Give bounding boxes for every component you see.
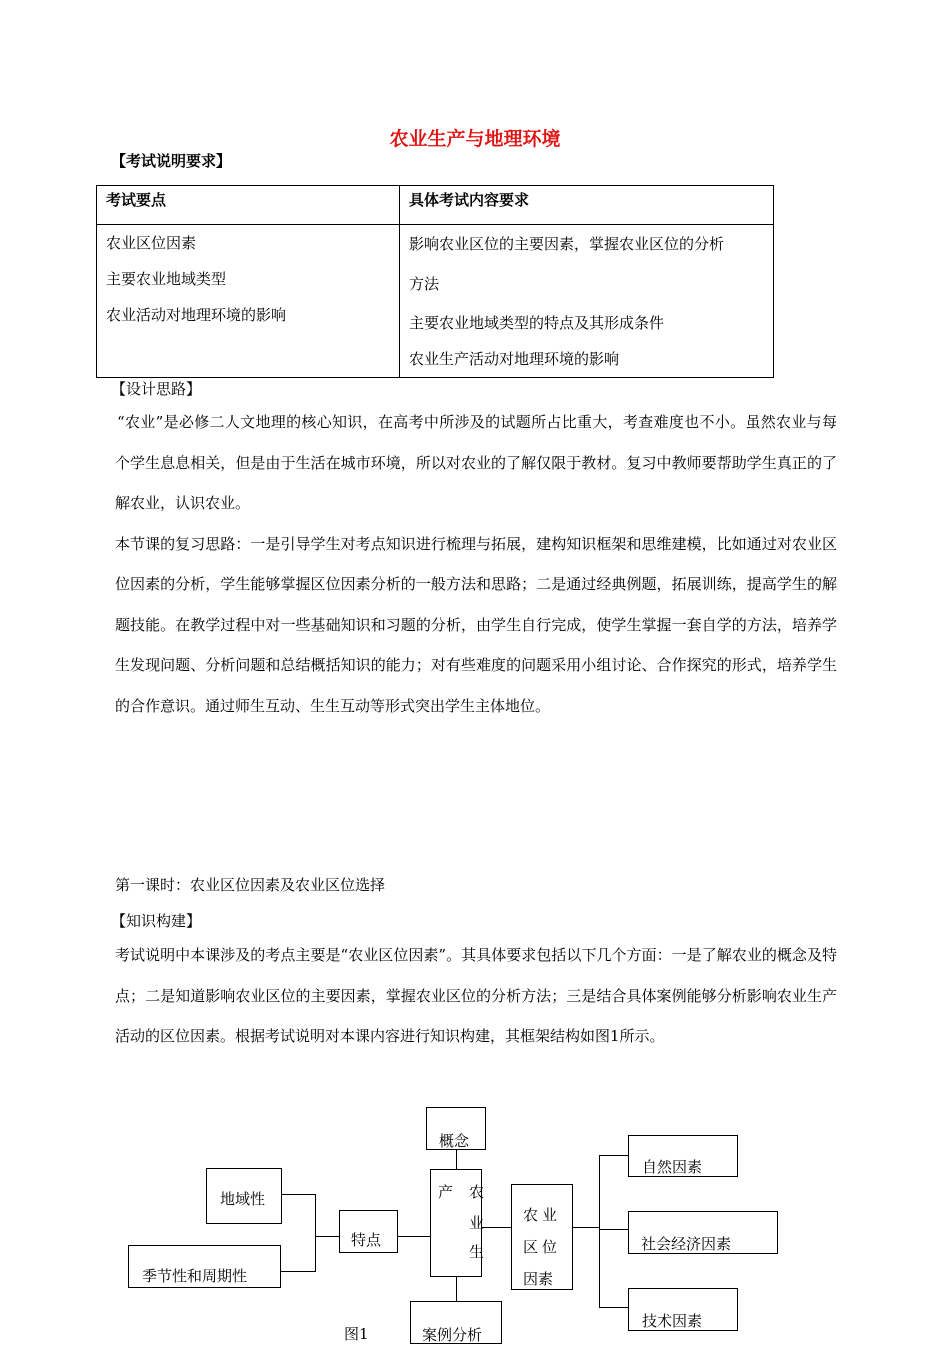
exam-heading: 【考试说明要求】 (111, 152, 232, 170)
socio-economic-box: 社会经济因素 (628, 1211, 778, 1254)
col2-item: 方法 (409, 275, 440, 293)
production-char: 产 (438, 1183, 454, 1201)
features-box: 特点 (339, 1210, 398, 1253)
col2-item: 农业生产活动对地理环境的影响 (409, 350, 620, 368)
col2-header: 具体考试内容要求 (400, 186, 774, 225)
regional-box: 地域性 (206, 1168, 282, 1224)
design-heading: 【设计思路】 (111, 380, 202, 398)
production-box (430, 1169, 485, 1277)
figure-caption: 图1 (344, 1325, 369, 1343)
natural-factors-box: 自然因素 (628, 1135, 738, 1177)
seasonal-box: 季节性和周期性 (128, 1245, 281, 1288)
location-line: 因素 (523, 1270, 554, 1288)
col1-item: 农业活动对地理环境的影响 (106, 306, 287, 324)
case-analysis-box: 案例分析 (410, 1301, 502, 1344)
col1-header: 考试要点 (97, 186, 400, 225)
col2-item: 主要农业地域类型的特点及其形成条件 (409, 314, 665, 332)
col1-item: 农业区位因素 (106, 234, 197, 252)
production-char: 农 (469, 1183, 485, 1201)
col2-item: 影响农业区位的主要因素，掌握农业区位的分析 (409, 235, 725, 253)
concept-box: 概念 (426, 1107, 486, 1150)
design-para-1: “农业”是必修二人文地理的核心知识，在高考中所涉及的试题所占比重大，考查难度也不小。虽然农业与每个学生息息相关，但是由于生活在城市环境，所以对农业的了解仅限于教材。复习中教师要帮助学生真正的了解农业，认识农业。 (115, 413, 837, 512)
lesson-title: 第一课时：农业区位因素及农业区位选择 (115, 876, 386, 894)
lesson-para: 考试说明中本课涉及的考点主要是“农业区位因素”。其具体要求包括以下几个方面：一是了解农业的概念及特点；二是知道影响农业区位的主要因素，掌握农业区位的分析方法；三是结合具体案例能够分析影响农业生产活动的区位因素。根据考试说明对本课内容进行知识构建，其框架结构如图1所示。 (115, 946, 837, 1045)
page-title: 农业生产与地理环境 (389, 128, 561, 150)
tech-factors-box: 技术因素 (628, 1288, 738, 1331)
production-char: 生 (469, 1243, 485, 1261)
col1-item: 主要农业地域类型 (106, 270, 227, 288)
location-factors-box (511, 1184, 573, 1290)
production-char: 业 (469, 1214, 485, 1232)
location-line: 农业 (523, 1206, 562, 1224)
lesson-heading: 【知识构建】 (111, 912, 202, 930)
design-para-2: 本节课的复习思路：一是引导学生对考点知识进行梳理与拓展，建构知识框架和思维建模，比如通过对农业区位因素的分析，学生能够掌握区位因素分析的一般方法和思路；二是通过经典例题，拓展训练，提高学生的解题技能。在教学过程中对一些基础知识和习题的分析，由学生自行完成，使学生掌握一套自学的方法，培养学生发现问题、分析问题和总结概括知识的能力；对有些难度的问题采用小组讨论、合作探究的形式，培养学生的合作意识。通过师生互动、生生互动等形式突出学生主体地位。 (115, 534, 837, 715)
location-line: 区位 (523, 1238, 562, 1256)
